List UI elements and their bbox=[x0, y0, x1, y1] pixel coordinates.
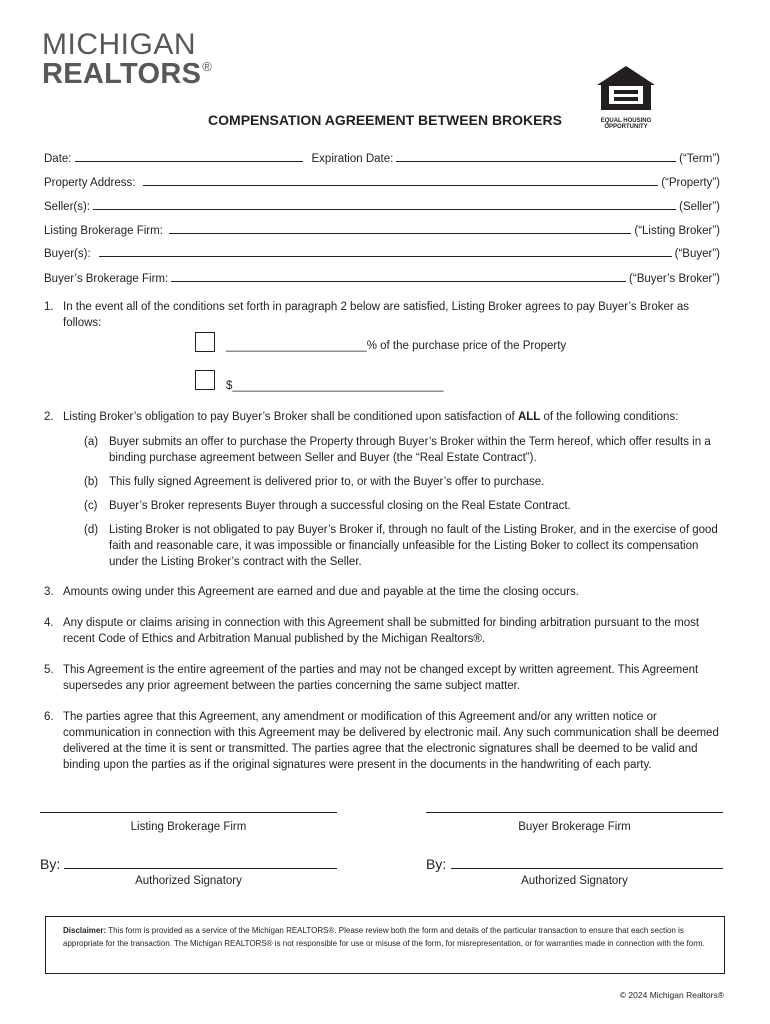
property-row bbox=[44, 173, 720, 189]
by-left-label: By: bbox=[40, 856, 61, 872]
percentage-option-text: % of the purchase price of the Property bbox=[366, 340, 567, 352]
condition-a-label: (a) bbox=[84, 436, 99, 448]
section-2-text-a: Listing Broker’s obligation to pay Buyer’s Broker shall be conditioned upon satisfaction of bbox=[63, 411, 518, 423]
date-label: Date: bbox=[44, 153, 72, 165]
condition-d-label: (d) bbox=[84, 524, 99, 536]
section-3-text: Amounts owing under this Agreement are earned and due and payable at the time the closing occurs. bbox=[63, 586, 579, 598]
disclaimer-text: This form is provided as a service of the Michigan REALTORS®. Please review both the form and details of the particular transaction to ensure that each section is appropriate for the transaction. The Michigan REALTORS® is not responsible for use or misuse of the form, for misrepresentation, or for warranties made in connection with the form. bbox=[63, 926, 705, 948]
condition-c-label: (c) bbox=[84, 500, 98, 512]
section-5-text: This Agreement is the entire agreement of the parties and may not be changed except by written agreement. This Agreement supersedes any prior agreement between the parties concerning the same subject matter. bbox=[63, 664, 699, 692]
equal-housing-line1: EQUAL HOUSING bbox=[600, 118, 652, 124]
section-2-number: 2. bbox=[44, 411, 54, 423]
condition-a-text: Buyer submits an offer to purchase the Property through Buyer’s Broker within the Term hereof, which offer results in a binding purchase agreement between Seller and Buyer (the “Real Estate Contract”). bbox=[109, 436, 711, 464]
property-field[interactable] bbox=[143, 184, 658, 186]
section-3 bbox=[0, 584, 770, 602]
left-authorized-caption: Authorized Signatory bbox=[135, 875, 242, 887]
disclaimer-label: Disclaimer: bbox=[63, 926, 107, 935]
section-2-text bbox=[63, 409, 729, 425]
buyers-label: Buyer(s): bbox=[44, 248, 91, 260]
buyers-row bbox=[44, 244, 720, 260]
right-signatory-line[interactable] bbox=[451, 868, 723, 869]
logo-michigan: MICHIGAN bbox=[42, 28, 196, 61]
condition-b-label: (b) bbox=[84, 476, 99, 488]
condition-a bbox=[0, 434, 770, 468]
buyer-term: (“Buyer”) bbox=[674, 248, 720, 260]
listing-firm-caption: Listing Brokerage Firm bbox=[130, 821, 247, 833]
date-row bbox=[44, 149, 720, 165]
seller-term: (Seller”) bbox=[679, 201, 720, 213]
percentage-blank[interactable]: ______________________ bbox=[226, 340, 367, 352]
condition-b bbox=[0, 474, 770, 492]
buyer-firm-signature-line[interactable] bbox=[426, 812, 723, 813]
listing-firm-label: Listing Brokerage Firm: bbox=[44, 225, 163, 237]
equal-housing-icon bbox=[595, 64, 657, 112]
condition-c bbox=[0, 498, 770, 516]
disclaimer-box bbox=[45, 916, 725, 974]
seller-row bbox=[44, 197, 720, 213]
section-2-text-b: of the following conditions: bbox=[540, 411, 679, 423]
condition-d-text: Listing Broker is not obligated to pay Buyer’s Broker if, through no fault of the Listing Broker, and in the exercise of good faith and reasonable care, it was impossible or financially unfeasible for the Listing Boker to collect its compensation under the Listing Broker’s contract with the Seller. bbox=[109, 524, 718, 568]
percentage-checkbox[interactable] bbox=[195, 332, 215, 352]
section-6-number: 6. bbox=[44, 711, 54, 723]
buyers-field[interactable] bbox=[99, 255, 672, 257]
section-2-bold: ALL bbox=[517, 411, 541, 423]
logo-realtors bbox=[42, 58, 212, 91]
term-label: (“Term”) bbox=[679, 153, 720, 165]
listing-firm-row bbox=[44, 221, 720, 237]
equal-housing-line2: OPPORTUNITY bbox=[604, 124, 648, 130]
condition-d bbox=[0, 522, 770, 572]
buyer-firm-field[interactable] bbox=[171, 280, 626, 282]
section-2 bbox=[0, 409, 770, 429]
document-title: COMPENSATION AGREEMENT BETWEEN BROKERS bbox=[208, 112, 562, 128]
section-5 bbox=[0, 662, 770, 696]
copyright: © 2024 Michigan Realtors® bbox=[619, 990, 724, 1000]
by-right-label: By: bbox=[426, 856, 447, 872]
buyer-firm-caption: Buyer Brokerage Firm bbox=[518, 821, 631, 833]
expiration-field[interactable] bbox=[396, 160, 676, 162]
section-6-text: The parties agree that this Agreement, any amendment or modification of this Agreement and/or any written notice or communication in connection with this Agreement may be delivered by electronic mail. Any such communication shall be deemed delivered at the time it is sent or transmitted. The parties agree that the electronic signatures shall be deemed to be valid and binding upon the parties as if the original signatures were present in the documents in the handwriting of each party. bbox=[63, 711, 719, 771]
left-signatory-line[interactable] bbox=[64, 868, 337, 869]
condition-b-text: This fully signed Agreement is delivered prior to, or with the Buyer’s offer to purchase. bbox=[109, 476, 545, 488]
amount-checkbox[interactable] bbox=[195, 370, 215, 390]
date-field[interactable] bbox=[75, 160, 303, 162]
right-authorized-caption: Authorized Signatory bbox=[521, 875, 628, 887]
section-1 bbox=[0, 299, 770, 329]
registered-mark: ® bbox=[202, 59, 213, 74]
listing-firm-field[interactable] bbox=[169, 232, 631, 234]
section-4-number: 4. bbox=[44, 617, 54, 629]
property-label: Property Address: bbox=[44, 177, 136, 189]
section-4-text: Any dispute or claims arising in connection with this Agreement shall be submitted for binding arbitration pursuant to the most recent Code of Ethics and Arbitration Manual published by the Michigan Realtors®. bbox=[63, 617, 700, 645]
seller-field[interactable] bbox=[93, 208, 676, 210]
seller-label: Seller(s): bbox=[44, 201, 91, 213]
buyer-firm-term: (“Buyer’s Broker”) bbox=[629, 273, 720, 285]
section-4 bbox=[0, 615, 770, 649]
condition-c-text: Buyer’s Broker represents Buyer through a successful closing on the Real Estate Contract. bbox=[109, 500, 571, 512]
section-1-number: 1. bbox=[44, 301, 54, 313]
buyer-firm-label: Buyer’s Brokerage Firm: bbox=[44, 273, 169, 285]
section-3-number: 3. bbox=[44, 586, 54, 598]
section-6 bbox=[0, 709, 770, 775]
section-5-number: 5. bbox=[44, 664, 54, 676]
expiration-label: Expiration Date: bbox=[311, 153, 394, 165]
listing-term: (“Listing Broker”) bbox=[634, 225, 720, 237]
amount-field[interactable]: $_________________________________ bbox=[226, 380, 444, 392]
section-1-text: In the event all of the conditions set forth in paragraph 2 below are satisfied, Listing Broker agrees to pay Buyer’s Broker as follows: bbox=[63, 301, 690, 329]
buyer-firm-row bbox=[44, 269, 720, 285]
property-term: (“Property”) bbox=[661, 177, 720, 189]
percentage-option bbox=[226, 338, 566, 354]
logo-realtors-text: REALTORS bbox=[42, 58, 202, 90]
listing-firm-signature-line[interactable] bbox=[40, 812, 337, 813]
